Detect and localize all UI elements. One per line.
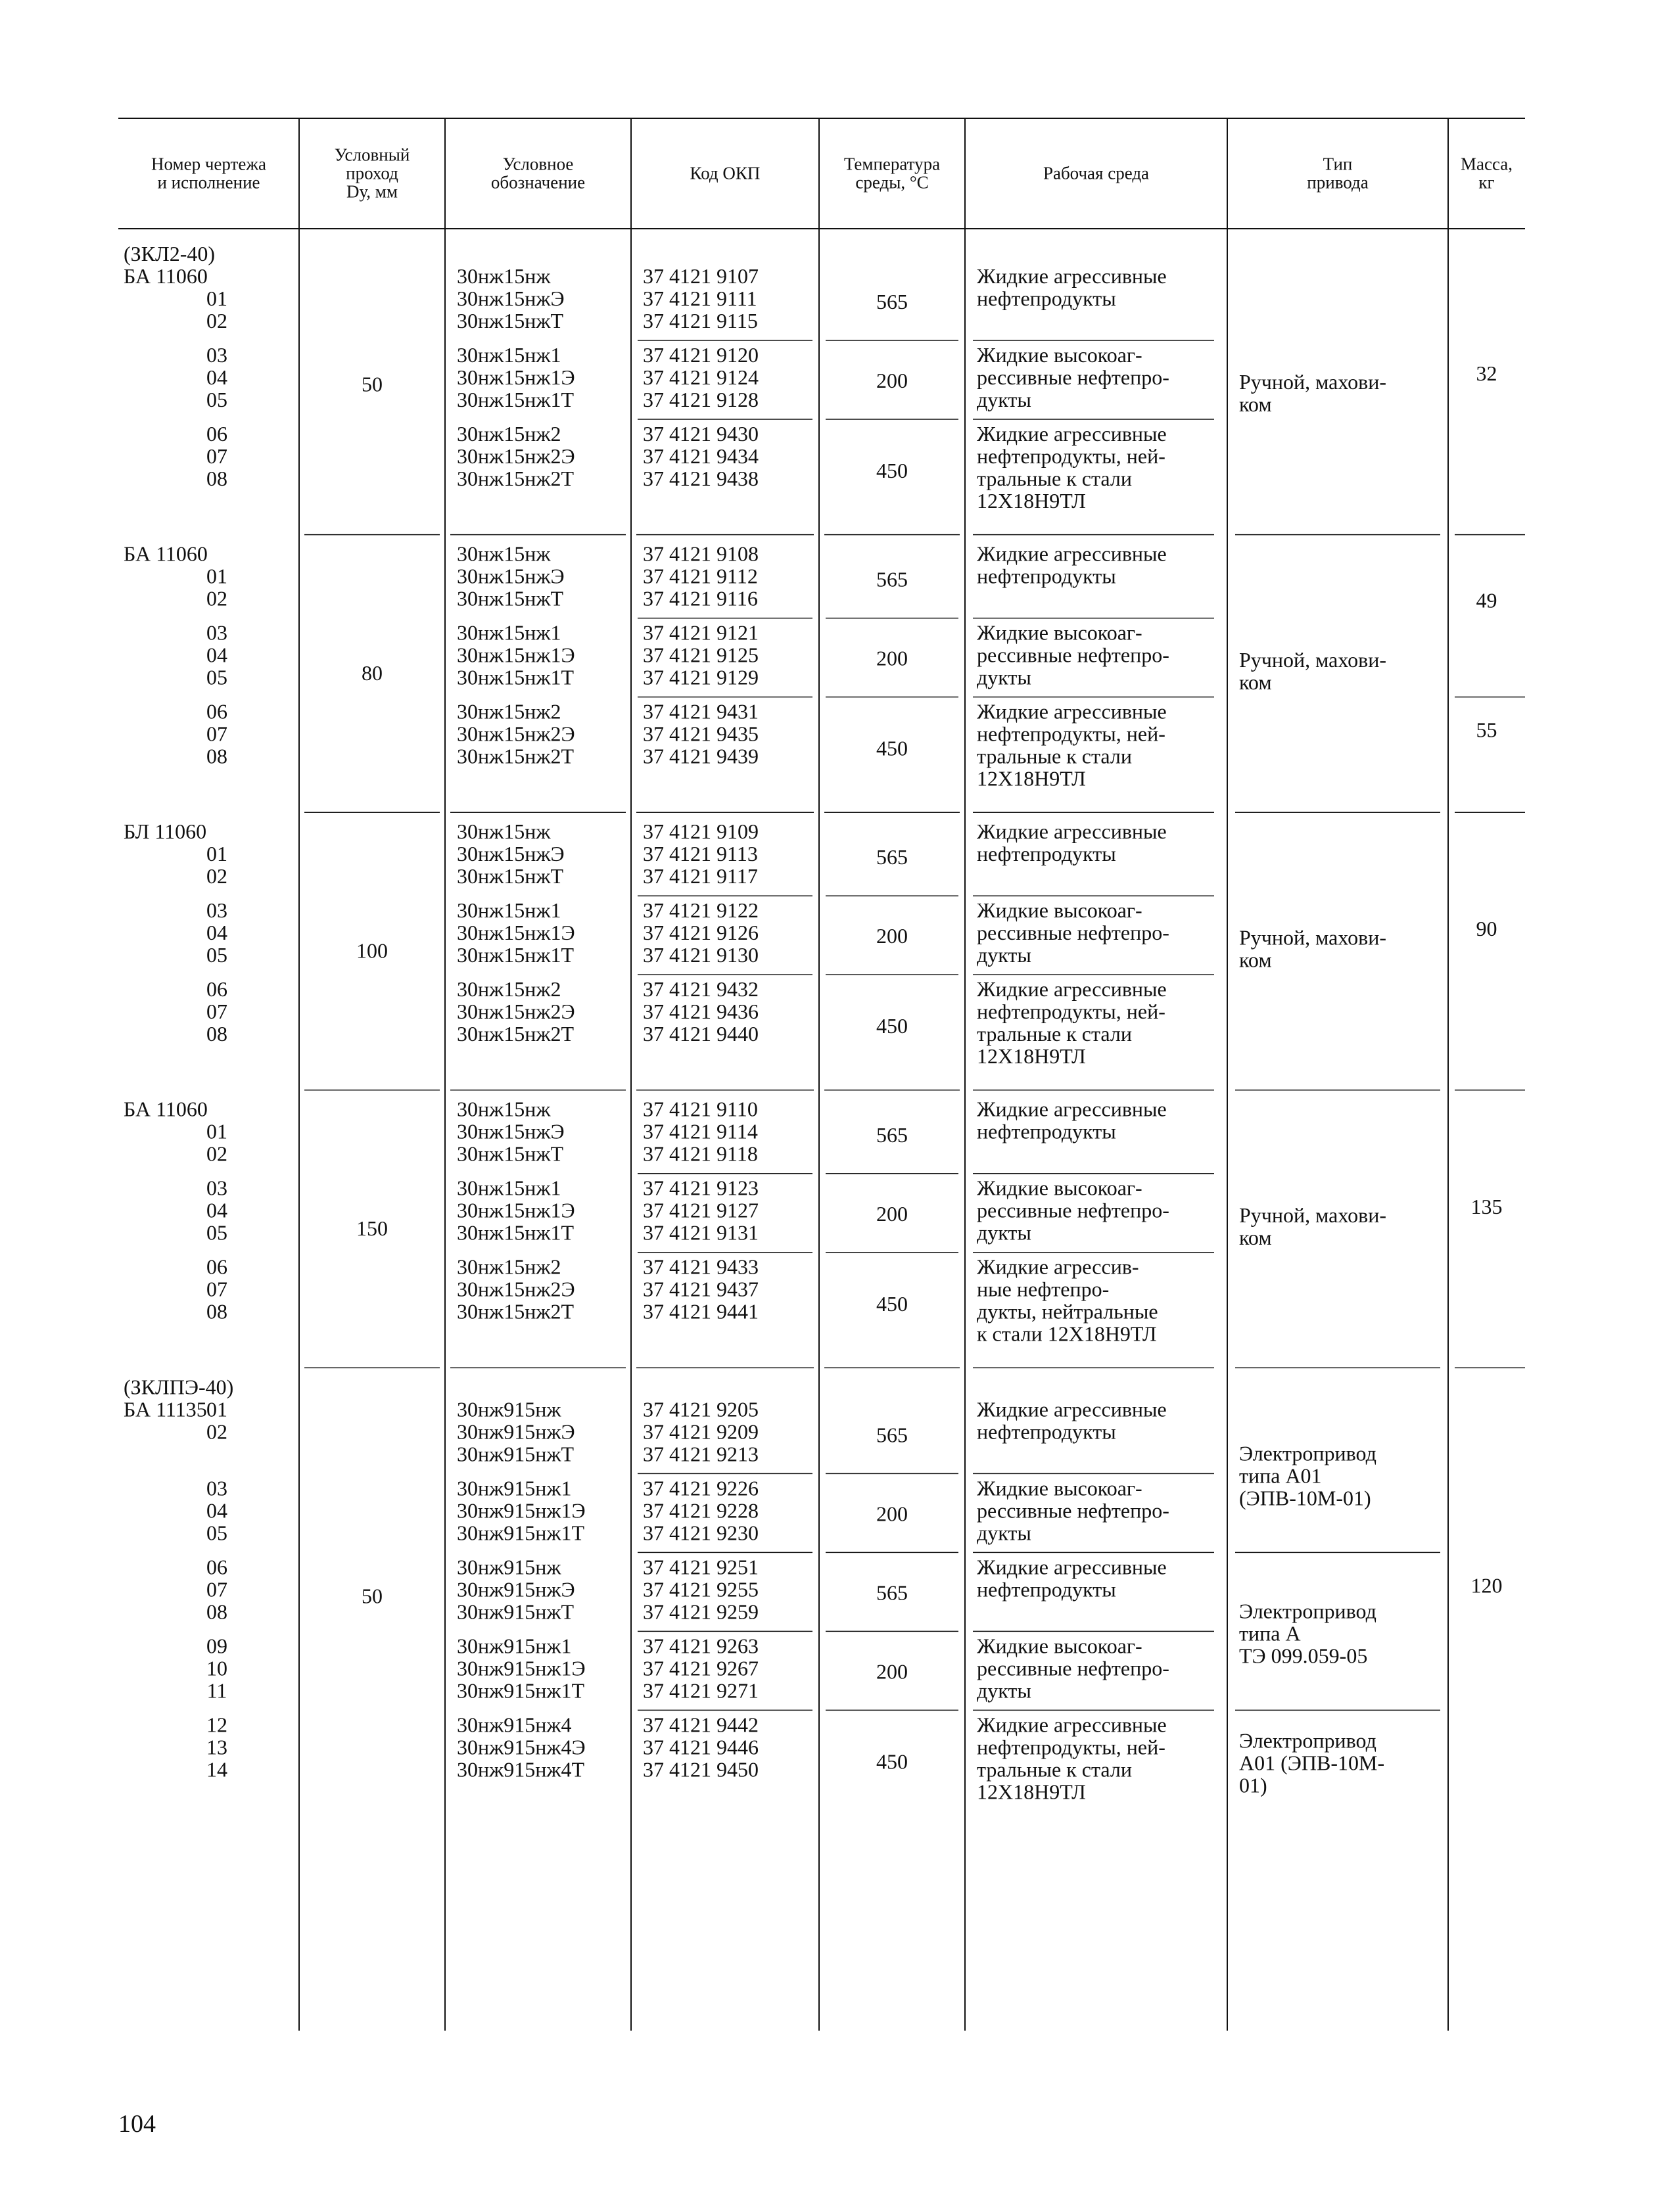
drive-type: Ручной, махови- [1239, 925, 1387, 950]
working-medium: рессивные нефтепро- [977, 1198, 1169, 1222]
nominal-diameter: 80 [362, 660, 383, 685]
designation: 30нж15нжТ [457, 864, 564, 888]
okp-code: 37 4121 9109 [643, 819, 759, 844]
version-number: 13 [206, 1735, 227, 1759]
designation: 30нж915нж1Т [457, 1678, 585, 1703]
version-number: 01 [206, 564, 227, 588]
okp-code: 37 4121 9267 [643, 1656, 759, 1680]
okp-code: 37 4121 9213 [643, 1442, 759, 1466]
okp-code: 37 4121 9127 [643, 1198, 759, 1222]
nominal-diameter: 50 [362, 1584, 383, 1608]
okp-code: 37 4121 9437 [643, 1277, 759, 1301]
working-medium: Жидкие агрессивные [977, 264, 1167, 288]
version-number: 08 [206, 1022, 227, 1046]
header-temp: Температура [843, 154, 941, 174]
working-medium: 12Х18Н9ТЛ [977, 488, 1086, 513]
okp-code: 37 4121 9438 [643, 466, 759, 490]
working-medium: Жидкие агрессивные [977, 977, 1167, 1002]
drive-type: типа А [1239, 1621, 1301, 1646]
okp-code: 37 4121 9440 [643, 1022, 759, 1046]
drive-type: Ручной, махови- [1239, 1203, 1387, 1227]
temperature: 565 [876, 845, 908, 869]
designation: 30нж15нж1Э [457, 921, 575, 945]
designation: 30нж15нж [457, 1097, 551, 1121]
designation: 30нж15нж2Э [457, 1277, 575, 1301]
working-medium: Жидкие высокоаг- [977, 620, 1142, 645]
working-medium: к стали 12Х18Н9ТЛ [977, 1322, 1157, 1346]
mass-value: 32 [1476, 361, 1497, 385]
working-medium: Жидкие агрессивные [977, 541, 1167, 566]
version-number: 05 [206, 1220, 227, 1245]
version-number: 06 [206, 699, 227, 724]
drive-type: ком [1239, 948, 1272, 972]
version-number: 04 [206, 643, 227, 667]
drive-type: 01) [1239, 1773, 1267, 1797]
page-number: 104 [118, 2110, 156, 2138]
okp-code: 37 4121 9435 [643, 722, 759, 746]
drawing-number: (ЗКЛ2-40) [124, 241, 216, 265]
header-mass: кг [1478, 172, 1495, 193]
drive-type: типа А01 [1239, 1463, 1322, 1488]
temperature: 565 [876, 567, 908, 591]
okp-code: 37 4121 9431 [643, 699, 759, 724]
temperature: 450 [876, 1749, 908, 1774]
designation: 30нж915нж [457, 1555, 561, 1579]
designation: 30нж915нж [457, 1397, 561, 1421]
designation: 30нж15нж [457, 541, 551, 566]
drawing-number: БА 11135 [124, 1397, 207, 1421]
version-number: 01 [206, 1397, 227, 1421]
designation: 30нж15нж1 [457, 342, 561, 367]
version-number: 14 [206, 1757, 227, 1782]
okp-code: 37 4121 9439 [643, 744, 759, 768]
version-number: 05 [206, 1521, 227, 1545]
working-medium: Жидкие агрессивные [977, 1713, 1167, 1737]
working-medium: рессивные нефтепро- [977, 1498, 1169, 1523]
version-number: 07 [206, 722, 227, 746]
working-medium: нефтепродукты, ней- [977, 1000, 1165, 1024]
working-medium: Жидкие агрессивные [977, 699, 1167, 724]
working-medium: дукты [977, 1678, 1031, 1703]
version-number: 01 [206, 1119, 227, 1143]
okp-code: 37 4121 9113 [643, 842, 758, 866]
version-number: 02 [206, 586, 227, 611]
working-medium: нефтепродукты [977, 286, 1116, 310]
version-number: 03 [206, 620, 227, 645]
okp-code: 37 4121 9441 [643, 1299, 759, 1324]
drawing-number: БА 11060 [124, 541, 208, 566]
designation: 30нж15нжТ [457, 586, 564, 611]
drive-type: ком [1239, 670, 1272, 694]
version-number: 08 [206, 1600, 227, 1624]
working-medium: 12Х18Н9ТЛ [977, 1780, 1086, 1804]
version-number: 06 [206, 1555, 227, 1579]
header-drawing: и исполнение [157, 172, 260, 193]
working-medium: нефтепродукты, ней- [977, 1735, 1165, 1759]
okp-code: 37 4121 9433 [643, 1255, 759, 1279]
working-medium: нефтепродукты [977, 1119, 1116, 1143]
working-medium: нефтепродукты, ней- [977, 722, 1165, 746]
working-medium: Жидкие агрессив- [977, 1255, 1139, 1279]
working-medium: рессивные нефтепро- [977, 1656, 1169, 1680]
temperature: 450 [876, 1014, 908, 1038]
designation: 30нж915нж1 [457, 1634, 572, 1658]
temperature: 565 [876, 1423, 908, 1447]
okp-code: 37 4121 9108 [643, 541, 759, 566]
working-medium: Жидкие агрессивные [977, 819, 1167, 844]
mass-value: 90 [1476, 917, 1497, 941]
designation: 30нж15нжЭ [457, 564, 565, 588]
okp-code: 37 4121 9430 [643, 421, 759, 446]
okp-code: 37 4121 9130 [643, 943, 759, 967]
designation: 30нж15нж2 [457, 421, 561, 446]
version-number: 04 [206, 1498, 227, 1523]
working-medium: Жидкие высокоаг- [977, 1476, 1142, 1500]
designation: 30нж915нж1 [457, 1476, 572, 1500]
drive-type: Электропривод [1239, 1728, 1376, 1753]
designation: 30нж915нжТ [457, 1600, 575, 1624]
version-number: 08 [206, 1299, 227, 1324]
working-medium: 12Х18Н9ТЛ [977, 1044, 1086, 1069]
designation: 30нж15нж2 [457, 699, 561, 724]
designation: 30нж15нжТ [457, 1141, 564, 1166]
designation: 30нж915нжЭ [457, 1419, 575, 1444]
okp-code: 37 4121 9112 [643, 564, 758, 588]
temperature: 200 [876, 1201, 908, 1226]
drive-type: Электропривод [1239, 1599, 1376, 1623]
designation: 30нж15нж2Э [457, 1000, 575, 1024]
designation: 30нж15нж1Т [457, 387, 575, 411]
okp-code: 37 4121 9115 [643, 308, 758, 333]
nominal-diameter: 150 [356, 1216, 388, 1241]
version-number: 07 [206, 1000, 227, 1024]
working-medium: ные нефтепро- [977, 1277, 1110, 1301]
okp-code: 37 4121 9129 [643, 665, 759, 689]
version-number: 03 [206, 1176, 227, 1200]
okp-code: 37 4121 9116 [643, 586, 758, 611]
temperature: 450 [876, 736, 908, 760]
version-number: 01 [206, 842, 227, 866]
header-medium: Рабочая среда [1043, 163, 1150, 183]
okp-code: 37 4121 9114 [643, 1119, 758, 1143]
nominal-diameter: 50 [362, 372, 383, 396]
drive-type: Ручной, махови- [1239, 647, 1387, 672]
working-medium: нефтепродукты [977, 564, 1116, 588]
header-mass: Масса, [1460, 154, 1513, 174]
header-dn: проход [346, 163, 398, 183]
okp-code: 37 4121 9271 [643, 1678, 759, 1703]
working-medium: дукты [977, 1220, 1031, 1245]
drive-type: Электропривод [1239, 1441, 1376, 1465]
drive-type: А01 (ЭПВ-10М- [1239, 1751, 1385, 1775]
okp-code: 37 4121 9226 [643, 1476, 759, 1500]
designation: 30нж15нж2Т [457, 1022, 575, 1046]
mass-value: 49 [1476, 588, 1497, 612]
header-temp: среды, °С [855, 172, 929, 193]
okp-code: 37 4121 9251 [643, 1555, 759, 1579]
table-header [151, 145, 1513, 201]
okp-code: 37 4121 9111 [643, 286, 757, 310]
okp-code: 37 4121 9118 [643, 1141, 758, 1166]
version-number: 02 [206, 1141, 227, 1166]
okp-code: 37 4121 9442 [643, 1713, 759, 1737]
okp-code: 37 4121 9120 [643, 342, 759, 367]
version-number: 07 [206, 1577, 227, 1601]
temperature: 565 [876, 1122, 908, 1147]
temperature: 450 [876, 459, 908, 482]
version-number: 08 [206, 744, 227, 768]
okp-code: 37 4121 9131 [643, 1220, 759, 1245]
version-number: 06 [206, 1255, 227, 1279]
working-medium: дукты [977, 943, 1031, 967]
version-number: 04 [206, 1198, 227, 1222]
working-medium: Жидкие агрессивные [977, 1555, 1167, 1579]
working-medium: дукты, нейтральные [977, 1299, 1158, 1324]
version-number: 05 [206, 665, 227, 689]
version-number: 11 [206, 1678, 227, 1703]
temperature: 200 [876, 369, 908, 392]
okp-code: 37 4121 9263 [643, 1634, 759, 1658]
designation: 30нж15нж1Т [457, 1220, 575, 1245]
table-body [124, 242, 1503, 1803]
version-number: 08 [206, 466, 227, 490]
designation: 30нж15нж [457, 264, 551, 288]
version-number: 03 [206, 342, 227, 367]
version-number: 06 [206, 977, 227, 1002]
designation: 30нж15нж1 [457, 620, 561, 645]
drive-type: ком [1239, 392, 1272, 417]
designation: 30нж15нж1 [457, 898, 561, 923]
drawing-number: БА 11060 [124, 264, 208, 288]
okp-code: 37 4121 9228 [643, 1498, 759, 1523]
version-number: 07 [206, 444, 227, 468]
mass-value: 55 [1476, 718, 1497, 742]
designation: 30нж15нж1Т [457, 665, 575, 689]
designation: 30нж15нж1Э [457, 643, 575, 667]
designation: 30нж15нж2Т [457, 744, 575, 768]
designation: 30нж915нж4 [457, 1713, 572, 1737]
okp-code: 37 4121 9230 [643, 1521, 759, 1545]
okp-code: 37 4121 9126 [643, 921, 759, 945]
designation: 30нж915нж4Э [457, 1735, 586, 1759]
temperature: 200 [876, 1502, 908, 1526]
version-number: 03 [206, 1476, 227, 1500]
header-dn: Условный [334, 145, 410, 165]
version-number: 01 [206, 286, 227, 310]
designation: 30нж15нж2Э [457, 722, 575, 746]
okp-code: 37 4121 9107 [643, 264, 759, 288]
designation: 30нж15нжТ [457, 308, 564, 333]
working-medium: дукты [977, 387, 1031, 411]
designation: 30нж15нж2Э [457, 444, 575, 468]
okp-code: 37 4121 9121 [643, 620, 759, 645]
okp-code: 37 4121 9255 [643, 1577, 759, 1601]
working-medium: дукты [977, 1521, 1031, 1545]
version-number: 05 [206, 387, 227, 411]
okp-code: 37 4121 9436 [643, 1000, 759, 1024]
working-medium: тральные к стали [977, 466, 1132, 490]
designation: 30нж915нжТ [457, 1442, 575, 1466]
header-designation: Условное [502, 154, 574, 174]
temperature: 565 [876, 290, 908, 313]
header-dn: Dу, мм [346, 181, 398, 202]
drive-type: Ручной, махови- [1239, 370, 1387, 394]
header-drive: Тип [1323, 154, 1353, 174]
okp-code: 37 4121 9123 [643, 1176, 759, 1200]
version-number: 10 [206, 1656, 227, 1680]
okp-code: 37 4121 9117 [643, 864, 758, 888]
version-number: 04 [206, 921, 227, 945]
working-medium: тральные к стали [977, 744, 1132, 768]
designation: 30нж915нж1Э [457, 1656, 586, 1680]
working-medium: Жидкие агрессивные [977, 1397, 1167, 1421]
working-medium: рессивные нефтепро- [977, 643, 1169, 667]
okp-code: 37 4121 9259 [643, 1600, 759, 1624]
designation: 30нж915нж1Э [457, 1498, 586, 1523]
designation: 30нж15нж2 [457, 977, 561, 1002]
header-drawing: Номер чертежа [151, 154, 266, 174]
designation: 30нж15нж2Т [457, 466, 575, 490]
working-medium: нефтепродукты [977, 842, 1116, 866]
okp-code: 37 4121 9434 [643, 444, 759, 468]
drive-type: (ЭПВ-10М-01) [1239, 1486, 1371, 1510]
working-medium: Жидкие высокоаг- [977, 342, 1142, 367]
header-drive: привода [1307, 172, 1369, 193]
nominal-diameter: 100 [356, 938, 388, 963]
version-number: 03 [206, 898, 227, 923]
working-medium: дукты [977, 665, 1031, 689]
working-medium: рессивные нефтепро- [977, 921, 1169, 945]
designation: 30нж915нж4Т [457, 1757, 585, 1782]
working-medium: Жидкие агрессивные [977, 1097, 1167, 1121]
working-medium: рессивные нефтепро- [977, 365, 1169, 389]
temperature: 450 [876, 1291, 908, 1316]
version-number: 06 [206, 421, 227, 446]
temperature: 200 [876, 1659, 908, 1684]
working-medium: Жидкие высокоаг- [977, 1176, 1142, 1200]
version-number: 02 [206, 308, 227, 333]
designation: 30нж15нж2Т [457, 1299, 575, 1324]
designation: 30нж15нж1Т [457, 943, 575, 967]
drive-type: ТЭ 099.059-05 [1239, 1644, 1368, 1668]
working-medium: нефтепродукты, ней- [977, 444, 1165, 468]
designation: 30нж15нж2 [457, 1255, 561, 1279]
working-medium: 12Х18Н9ТЛ [977, 766, 1086, 791]
designation: 30нж15нж1 [457, 1176, 561, 1200]
designation: 30нж915нжЭ [457, 1577, 575, 1601]
okp-code: 37 4121 9450 [643, 1757, 759, 1782]
working-medium: Жидкие высокоаг- [977, 1634, 1142, 1658]
okp-code: 37 4121 9124 [643, 365, 759, 389]
designation: 30нж15нж1Э [457, 1198, 575, 1222]
okp-code: 37 4121 9446 [643, 1735, 759, 1759]
drawing-number: (ЗКЛПЭ-40) [124, 1375, 234, 1399]
designation: 30нж15нж1Э [457, 365, 575, 389]
working-medium: тральные к стали [977, 1022, 1132, 1046]
designation: 30нж915нж1Т [457, 1521, 585, 1545]
version-number: 12 [206, 1713, 227, 1737]
mass-value: 135 [1470, 1194, 1503, 1218]
mass-value: 120 [1470, 1573, 1503, 1598]
temperature: 200 [876, 646, 908, 670]
temperature: 200 [876, 924, 908, 948]
version-number: 04 [206, 365, 227, 389]
working-medium: Жидкие высокоаг- [977, 898, 1142, 923]
okp-code: 37 4121 9128 [643, 387, 759, 411]
designation: 30нж15нжЭ [457, 1119, 565, 1143]
version-number: 07 [206, 1277, 227, 1301]
drive-type: ком [1239, 1226, 1272, 1249]
okp-code: 37 4121 9432 [643, 977, 759, 1002]
drawing-number: БЛ 11060 [124, 819, 207, 844]
drawing-number: БА 11060 [124, 1097, 208, 1121]
okp-code: 37 4121 9110 [643, 1097, 758, 1121]
header-okp: Код ОКП [690, 163, 761, 183]
designation: 30нж15нж [457, 819, 551, 844]
working-medium: тральные к стали [977, 1757, 1132, 1782]
working-medium: нефтепродукты [977, 1419, 1116, 1444]
version-number: 02 [206, 1419, 227, 1444]
working-medium: Жидкие агрессивные [977, 421, 1167, 446]
okp-code: 37 4121 9205 [643, 1397, 759, 1421]
version-number: 09 [206, 1634, 227, 1658]
okp-code: 37 4121 9209 [643, 1419, 759, 1444]
designation: 30нж15нжЭ [457, 286, 565, 310]
designation: 30нж15нжЭ [457, 842, 565, 866]
version-number: 05 [206, 943, 227, 967]
okp-code: 37 4121 9122 [643, 898, 759, 923]
okp-code: 37 4121 9125 [643, 643, 759, 667]
temperature: 565 [876, 1580, 908, 1605]
header-designation: обозначение [490, 172, 586, 193]
working-medium: нефтепродукты [977, 1577, 1116, 1601]
version-number: 02 [206, 864, 227, 888]
